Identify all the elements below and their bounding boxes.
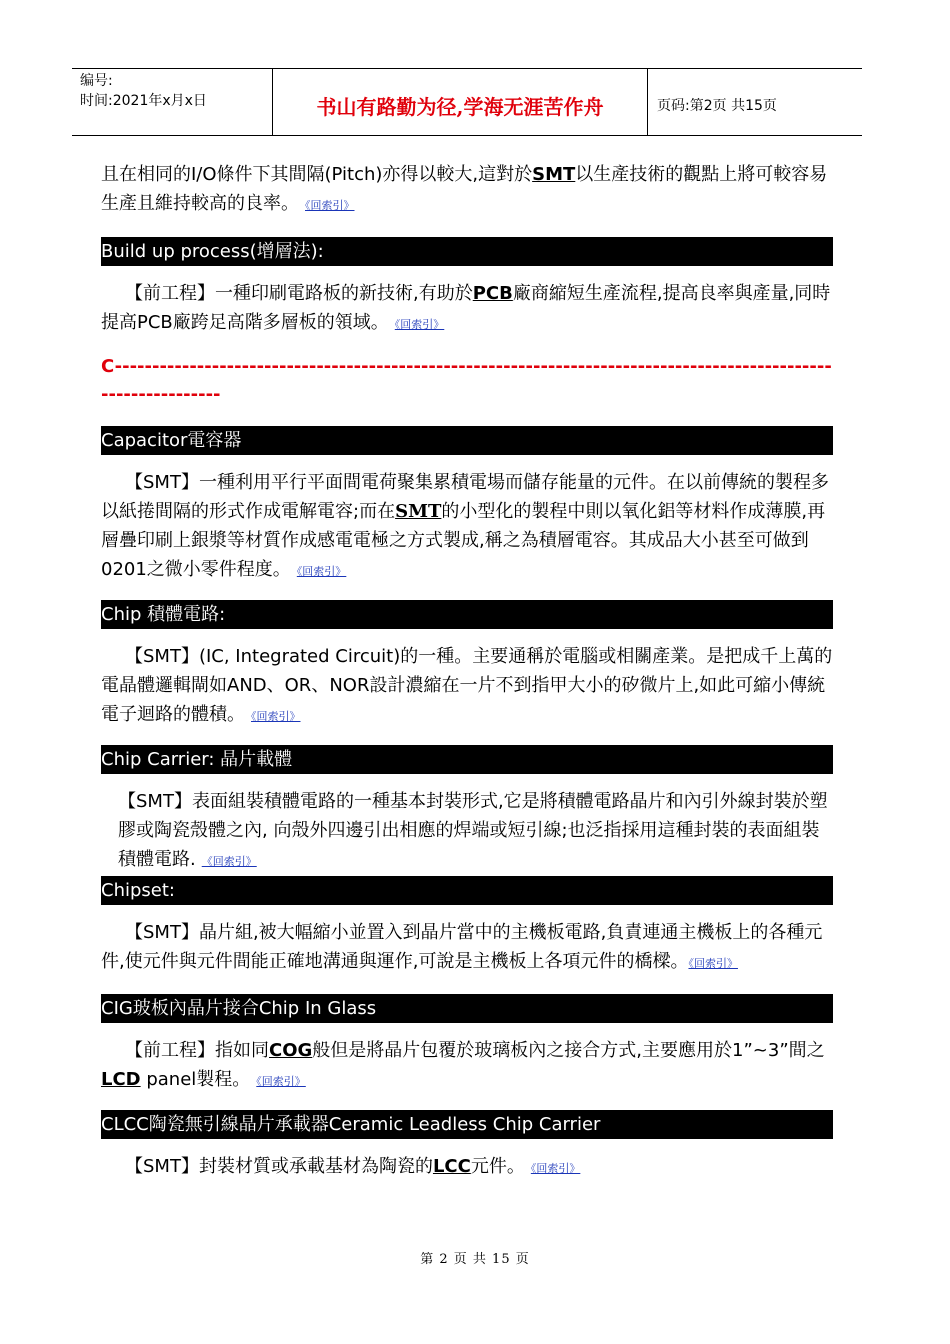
index-link[interactable]: 《回索引》 [256, 1075, 306, 1088]
index-link[interactable]: 《回索引》 [394, 318, 445, 331]
number-label: 编号: [80, 73, 113, 89]
chip-carrier-paragraph: 【SMT】表面組裝積體電路的一種基本封裝形式,它是將積體電路晶片和內引外線封裝於塑膠或陶瓷殼體之內, 向殼外四邊引出相應的焊端或短引線;也泛指採用這種封裝的表面組裝積體電路. 《回索引》 [118, 791, 828, 870]
pcb-link[interactable]: PCB [472, 283, 513, 304]
cog-link[interactable]: COG [269, 1040, 313, 1061]
index-link[interactable]: 《回索引》 [201, 855, 257, 868]
term-heading-buildup: Build up process(增層法): [101, 237, 833, 266]
intro-paragraph: 且在相同的I/O條件下其間隔(Pitch)亦得以較大,這對於SMT以生產技術的觀點上將可較容易生產且維持較高的良率。 《回索引》 [101, 164, 828, 214]
chip-paragraph: 【SMT】(IC, Integrated Circuit)的一種。主要通稱於電腦或相關產業。是把成千上萬的電晶體邏輯閘如AND、OR、NOR設計濃縮在一片不到指甲大小的矽微片上,如此可縮小傳統電子迴路的體積。 《回索引》 [101, 646, 833, 725]
cig-paragraph: 【前工程】指如同COG般但是將晶片包覆於玻璃板內之接合方式,主要應用於1”~3”間之LCD panel製程。 《回索引》 [101, 1040, 825, 1090]
page-header [72, 68, 862, 136]
time-label: 时间:2021年x月x日 [80, 93, 207, 109]
document-body [101, 160, 833, 1183]
term-heading-clcc: CLCC陶瓷無引線晶片承載器Ceramic Leadless Chip Carrier [101, 1110, 833, 1139]
lcc-link[interactable]: LCC [432, 1156, 471, 1177]
index-link[interactable]: 《回索引》 [688, 957, 738, 970]
chipset-paragraph: 【SMT】晶片組,被大幅縮小並置入到晶片當中的主機板電路,負責連通主機板上的各種元件,使元件與元件間能正確地溝通與運作,可說是主機板上各項元件的橋樑。《回索引》 [101, 922, 823, 972]
clcc-paragraph: 【SMT】封裝材質或承載基材為陶瓷的LCC元件。 《回索引》 [125, 1156, 581, 1177]
section-letter-c: C---------------------------------------------------------------------------------------------------------------- [101, 356, 832, 405]
index-link[interactable]: 《回索引》 [296, 565, 347, 578]
term-heading-chip: Chip 積體電路: [101, 600, 833, 629]
index-link[interactable]: 《回索引》 [305, 199, 355, 212]
lcd-link[interactable]: LCD [101, 1069, 141, 1090]
term-heading-cig: CIG玻板內晶片接合Chip In Glass [101, 994, 833, 1023]
header-motto: 书山有路勤为径,学海无涯苦作舟 [273, 69, 648, 135]
term-heading-capacitor: Capacitor電容器 [101, 426, 833, 455]
index-link[interactable]: 《回索引》 [530, 1162, 581, 1175]
term-heading-chip-carrier: Chip Carrier: 晶片載體 [101, 745, 833, 774]
capacitor-paragraph: 【SMT】一種利用平行平面間電荷聚集累積電場而儲存能量的元件。在以前傳統的製程多以紙捲間隔的形式作成電解電容;而在SMT的小型化的製程中則以氧化鋁等材料作成薄膜,再層疊印刷上銀漿等材質作成感電電極之方式製成,稱之為積層電容。其成品大小甚至可做到0201之微小零件程度。 《回索引》 [101, 472, 829, 580]
buildup-paragraph: 【前工程】一種印刷電路板的新技術,有助於PCB廠商縮短生產流程,提高良率與產量,同時提高PCB廠跨足高階多層板的領域。 《回索引》 [101, 283, 831, 333]
smt-link[interactable]: SMT [532, 164, 576, 185]
smt-link[interactable]: SMT [395, 501, 442, 522]
term-heading-chipset: Chipset: [101, 876, 833, 905]
page-footer: 第 2 页 共 15 页 [420, 1252, 530, 1267]
header-meta [72, 69, 273, 135]
header-page-label: 页码:第2页 共15页 [657, 98, 777, 114]
index-link[interactable]: 《回索引》 [251, 710, 301, 723]
